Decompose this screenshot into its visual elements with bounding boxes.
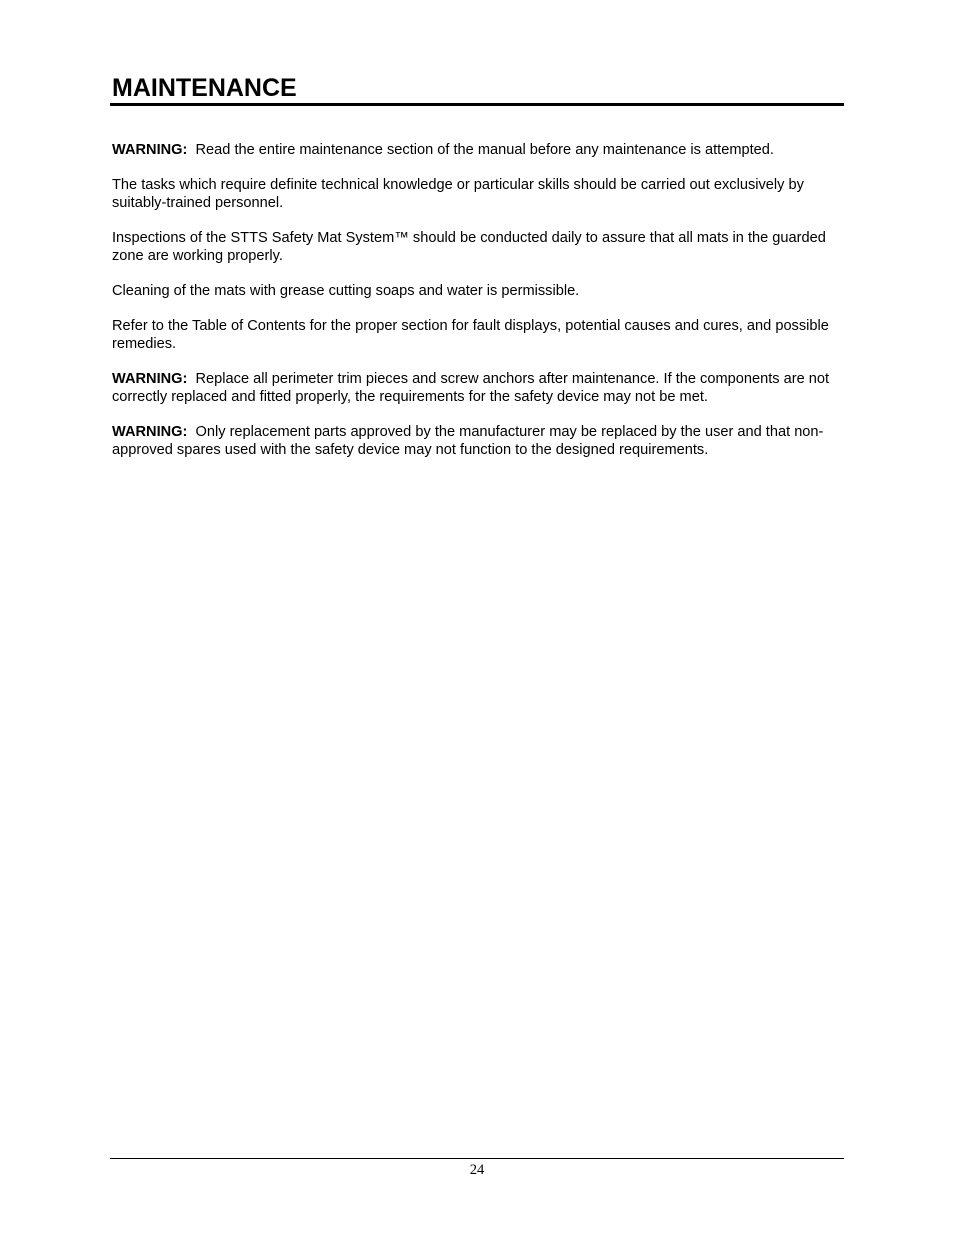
page-number: 24 [469,1162,485,1178]
section-title: MAINTENANCE [112,74,297,102]
paragraph-text: Cleaning of the mats with grease cutting soaps and water is permissible. [112,283,580,299]
warning-replace-trim [112,370,842,406]
warning-label: WARNING: [112,371,188,387]
paragraph-text: The tasks which require definite technical knowledge or particular skills should be carried out exclusively by suitably-trained personnel. [112,177,804,211]
paragraph-text: Read the entire maintenance section of the manual before any maintenance is attempted. [195,142,774,158]
paragraph-text: Only replacement parts approved by the manufacturer may be replaced by the user and that non-approved spares used with the safety device may not function to the designed requirements. [112,424,824,458]
footer-rule [110,1158,844,1159]
title-underline [110,103,844,106]
paragraph-text: Replace all perimeter trim pieces and screw anchors after maintenance. If the components are not correctly replaced and fitted properly, the requirements for the safety device may not be met. [112,371,830,405]
warning-read-manual [112,141,842,159]
paragraph-daily-inspections [112,229,842,265]
paragraph-cleaning [112,282,842,300]
paragraph-text: Inspections of the STTS Safety Mat System™ should be conducted daily to assure that all mats in the guarded zone are working properly. [112,230,826,264]
warning-label: WARNING: [112,424,188,440]
warning-label: WARNING: [112,142,188,158]
maintenance-body [112,141,842,476]
paragraph-trained-personnel [112,176,842,212]
paragraph-table-of-contents [112,317,842,353]
paragraph-text: Refer to the Table of Contents for the proper section for fault displays, potential causes and cures, and possible remedies. [112,318,829,352]
warning-approved-parts [112,423,842,459]
